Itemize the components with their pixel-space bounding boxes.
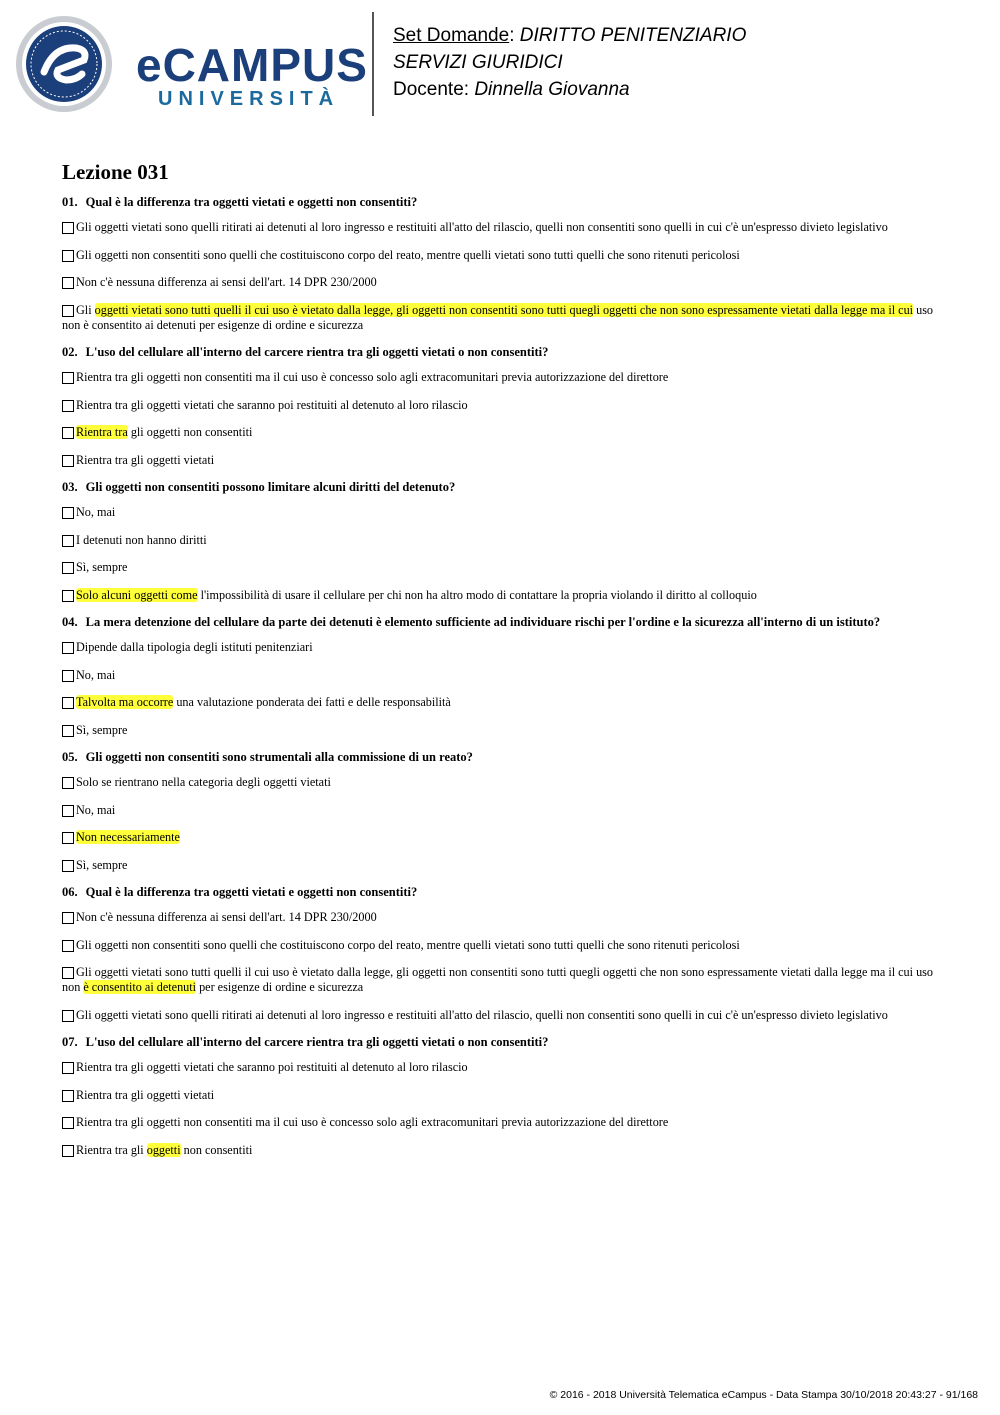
option-text: non consentiti — [180, 1142, 253, 1157]
option-text: No, mai — [76, 802, 116, 817]
answer-checkbox[interactable] — [62, 562, 74, 574]
answer-option — [62, 695, 942, 710]
option-text: Rientra tra gli oggetti vietati — [76, 1087, 215, 1102]
answer-option — [62, 938, 942, 953]
question-label: La mera detenzione del cellulare da parte dei detenuti è elemento sufficiente ad individuare rischi per l'ordine e la sicurezza all'interno di un istituto? — [85, 615, 881, 629]
option-text: Gli oggetti non consentiti sono quelli che costituiscono corpo del reato, mentre quelli vietati sono tutti quelli che sono ritenuti pericolosi — [76, 247, 740, 262]
answer-checkbox[interactable] — [62, 277, 74, 289]
answer-option — [62, 1115, 942, 1130]
question-number: 06. — [62, 885, 78, 899]
lesson-title: Lezione 031 — [62, 160, 169, 184]
highlighted-text: è consentito ai detenuti — [83, 980, 197, 994]
option-text: Rientra tra gli oggetti vietati che saranno poi restituiti al detenuto al loro rilascio — [76, 397, 468, 412]
question-text — [62, 1035, 942, 1050]
answer-checkbox[interactable] — [62, 912, 74, 924]
docente-name: Dinnella Giovanna — [474, 79, 630, 100]
answer-checkbox[interactable] — [62, 832, 74, 844]
answer-option — [62, 248, 942, 263]
question-number: 05. — [62, 750, 78, 764]
answer-option — [62, 1143, 942, 1158]
page-footer: © 2016 - 2018 Università Telematica eCampus - Data Stampa 30/10/2018 20:43:27 - 91/168 — [549, 1389, 978, 1401]
answer-option — [62, 303, 942, 333]
answer-option — [62, 533, 942, 548]
highlighted-text: oggetti vietati sono tutti quelli il cui uso è vietato dalla legge, gli oggetti non consentiti sono tutti quegli oggetti che non sono espressamente vietati dalla legge ma il cui — [94, 302, 914, 317]
question-list — [62, 195, 942, 1158]
answer-option — [62, 425, 942, 440]
question-label: Gli oggetti non consentiti possono limitare alcuni diritti del detenuto? — [85, 480, 456, 494]
answer-option — [62, 220, 942, 235]
option-text: Rientra tra gli oggetti non consentiti ma il cui uso è concesso solo agli extracomunitari previa autorizzazione del direttore — [76, 370, 669, 384]
answer-checkbox[interactable] — [62, 222, 74, 234]
answer-checkbox[interactable] — [62, 1145, 74, 1157]
answer-option — [62, 275, 942, 290]
answer-checkbox[interactable] — [62, 372, 74, 384]
question-label: Gli oggetti non consentiti sono strumentali alla commissione di un reato? — [85, 750, 473, 764]
highlighted-text: Non necessariamente — [76, 830, 180, 844]
program-name: SERVIZI GIURIDICI — [393, 52, 563, 73]
question-text — [62, 480, 942, 495]
option-text: No, mai — [76, 505, 116, 519]
question-number: 04. — [62, 615, 78, 629]
option-text: Dipende dalla tipologia degli istituti penitenziari — [76, 640, 313, 654]
answer-checkbox[interactable] — [62, 670, 74, 682]
question-text — [62, 195, 942, 210]
question-block — [62, 1035, 942, 1158]
answer-option — [62, 505, 942, 520]
question-number: 02. — [62, 345, 78, 359]
question-number: 07. — [62, 1035, 78, 1049]
question-label: L'uso del cellulare all'interno del carcere rientra tra gli oggetti vietati o non consentiti? — [85, 345, 549, 359]
highlighted-text: Rientra tra — [76, 425, 128, 439]
docente-label: Docente: — [393, 79, 470, 100]
answer-option — [62, 723, 942, 738]
answer-checkbox[interactable] — [62, 1010, 74, 1022]
header-info: Set Domande: DIRITTO PENITENZIARIO SERVIZI GIURIDICI Docente: Dinnella Giovanna — [393, 25, 747, 100]
page-content — [62, 160, 942, 1170]
page-header — [14, 12, 974, 120]
header-divider — [372, 12, 374, 116]
answer-option — [62, 803, 942, 818]
option-text: Gli oggetti vietati sono quelli ritirati ai detenuti al loro ingresso e restituiti all'atto del rilascio, quelli non consentiti sono quelli in cui c'è un'espresso divieto legislativo — [76, 1007, 888, 1022]
option-text: Non c'è nessuna differenza ai sensi dell'art. 14 DPR 230/2000 — [76, 910, 377, 924]
answer-option — [62, 640, 942, 655]
question-block — [62, 345, 942, 468]
answer-option — [62, 668, 942, 683]
answer-checkbox[interactable] — [62, 1117, 74, 1129]
question-text — [62, 615, 942, 630]
answer-option — [62, 560, 942, 575]
answer-option — [62, 910, 942, 925]
ecampus-logo-icon — [14, 14, 114, 114]
answer-checkbox[interactable] — [62, 455, 74, 467]
question-number: 01. — [62, 195, 78, 209]
answer-checkbox[interactable] — [62, 427, 74, 439]
option-text: Sì, sempre — [76, 722, 128, 737]
answer-option — [62, 398, 942, 413]
answer-checkbox[interactable] — [62, 507, 74, 519]
question-block — [62, 195, 942, 333]
option-text: Rientra tra gli oggetti non consentiti ma il cui uso è concesso solo agli extracomunitari previa autorizzazione del direttore — [76, 1115, 669, 1129]
answer-option — [62, 830, 942, 845]
option-text: Non c'è nessuna differenza ai sensi dell'art. 14 DPR 230/2000 — [76, 275, 377, 289]
question-number: 03. — [62, 480, 78, 494]
option-text: Gli oggetti vietati sono tutti quelli il cui uso è vietato dalla legge, gli oggetti non consentiti sono tutti quegli oggetti che non sono espressamente vietati dalla legge ma il cui uso non — [62, 965, 934, 994]
question-text — [62, 345, 942, 360]
answer-checkbox[interactable] — [62, 697, 74, 709]
answer-option — [62, 370, 942, 385]
option-text: Rientra tra gli — [76, 1142, 147, 1157]
answer-checkbox[interactable] — [62, 400, 74, 412]
highlighted-text: oggetti — [146, 1142, 181, 1157]
answer-checkbox[interactable] — [62, 1062, 74, 1074]
option-text: Solo se rientrano nella categoria degli oggetti vietati — [76, 775, 331, 789]
brand — [136, 39, 368, 111]
answer-checkbox[interactable] — [62, 805, 74, 817]
option-text: No, mai — [76, 667, 116, 682]
answer-option — [62, 965, 942, 995]
answer-option — [62, 588, 942, 603]
option-text: Gli — [76, 302, 95, 317]
option-text: uso non è consentito ai detenuti per esigenze di ordine e sicurezza — [62, 302, 934, 332]
answer-checkbox[interactable] — [62, 777, 74, 789]
question-text — [62, 750, 942, 765]
option-text: I detenuti non hanno diritti — [76, 532, 207, 547]
option-text: una valutazione ponderata dei fatti e delle responsabilità — [173, 695, 451, 709]
answer-checkbox[interactable] — [62, 860, 74, 872]
question-block — [62, 750, 942, 873]
option-text: Sì, sempre — [76, 560, 128, 574]
set-subject: DIRITTO PENITENZIARIO — [519, 25, 747, 46]
highlighted-text: Solo alcuni oggetti come — [76, 587, 198, 602]
option-text: Gli oggetti vietati sono quelli ritirati ai detenuti al loro ingresso e restituiti all'atto del rilascio, quelli non consentiti sono quelli in cui c'è un'espresso divieto legislativo — [76, 220, 888, 234]
question-block — [62, 615, 942, 738]
answer-option — [62, 775, 942, 790]
answer-checkbox[interactable] — [62, 940, 74, 952]
option-text: Sì, sempre — [76, 857, 128, 872]
brand-sub: UNIVERSITÀ — [158, 88, 340, 110]
answer-checkbox[interactable] — [62, 535, 74, 547]
answer-checkbox[interactable] — [62, 1090, 74, 1102]
answer-checkbox[interactable] — [62, 250, 74, 262]
question-block — [62, 885, 942, 1023]
question-label: Qual è la differenza tra oggetti vietati e oggetti non consentiti? — [85, 195, 418, 209]
answer-option — [62, 1088, 942, 1103]
question-label: Qual è la differenza tra oggetti vietati e oggetti non consentiti? — [85, 885, 418, 899]
option-text: l'impossibilità di usare il cellulare per chi non ha altro modo di contattare la propria violando il diritto al colloquio — [197, 587, 757, 602]
option-text: Rientra tra gli oggetti vietati — [76, 452, 215, 467]
set-label: Set Domande — [393, 25, 510, 46]
answer-option — [62, 1008, 942, 1023]
answer-checkbox[interactable] — [62, 642, 74, 654]
brand-name: eCAMPUS — [136, 39, 368, 91]
answer-option — [62, 453, 942, 468]
answer-checkbox[interactable] — [62, 967, 74, 979]
option-text: Rientra tra gli oggetti vietati che saranno poi restituiti al detenuto al loro rilascio — [76, 1060, 468, 1074]
option-text: Gli oggetti non consentiti sono quelli che costituiscono corpo del reato, mentre quelli vietati sono tutti quelli che sono ritenuti pericolosi — [76, 937, 740, 952]
answer-checkbox[interactable] — [62, 305, 74, 317]
answer-checkbox[interactable] — [62, 590, 74, 602]
option-text: gli oggetti non consentiti — [127, 425, 253, 439]
answer-option — [62, 858, 942, 873]
question-label: L'uso del cellulare all'interno del carcere rientra tra gli oggetti vietati o non consentiti? — [85, 1035, 549, 1049]
question-text — [62, 885, 942, 900]
answer-checkbox[interactable] — [62, 725, 74, 737]
highlighted-text: Talvolta ma occorre — [76, 695, 174, 709]
question-block — [62, 480, 942, 603]
option-text: per esigenze di ordine e sicurezza — [196, 980, 364, 994]
answer-option — [62, 1060, 942, 1075]
